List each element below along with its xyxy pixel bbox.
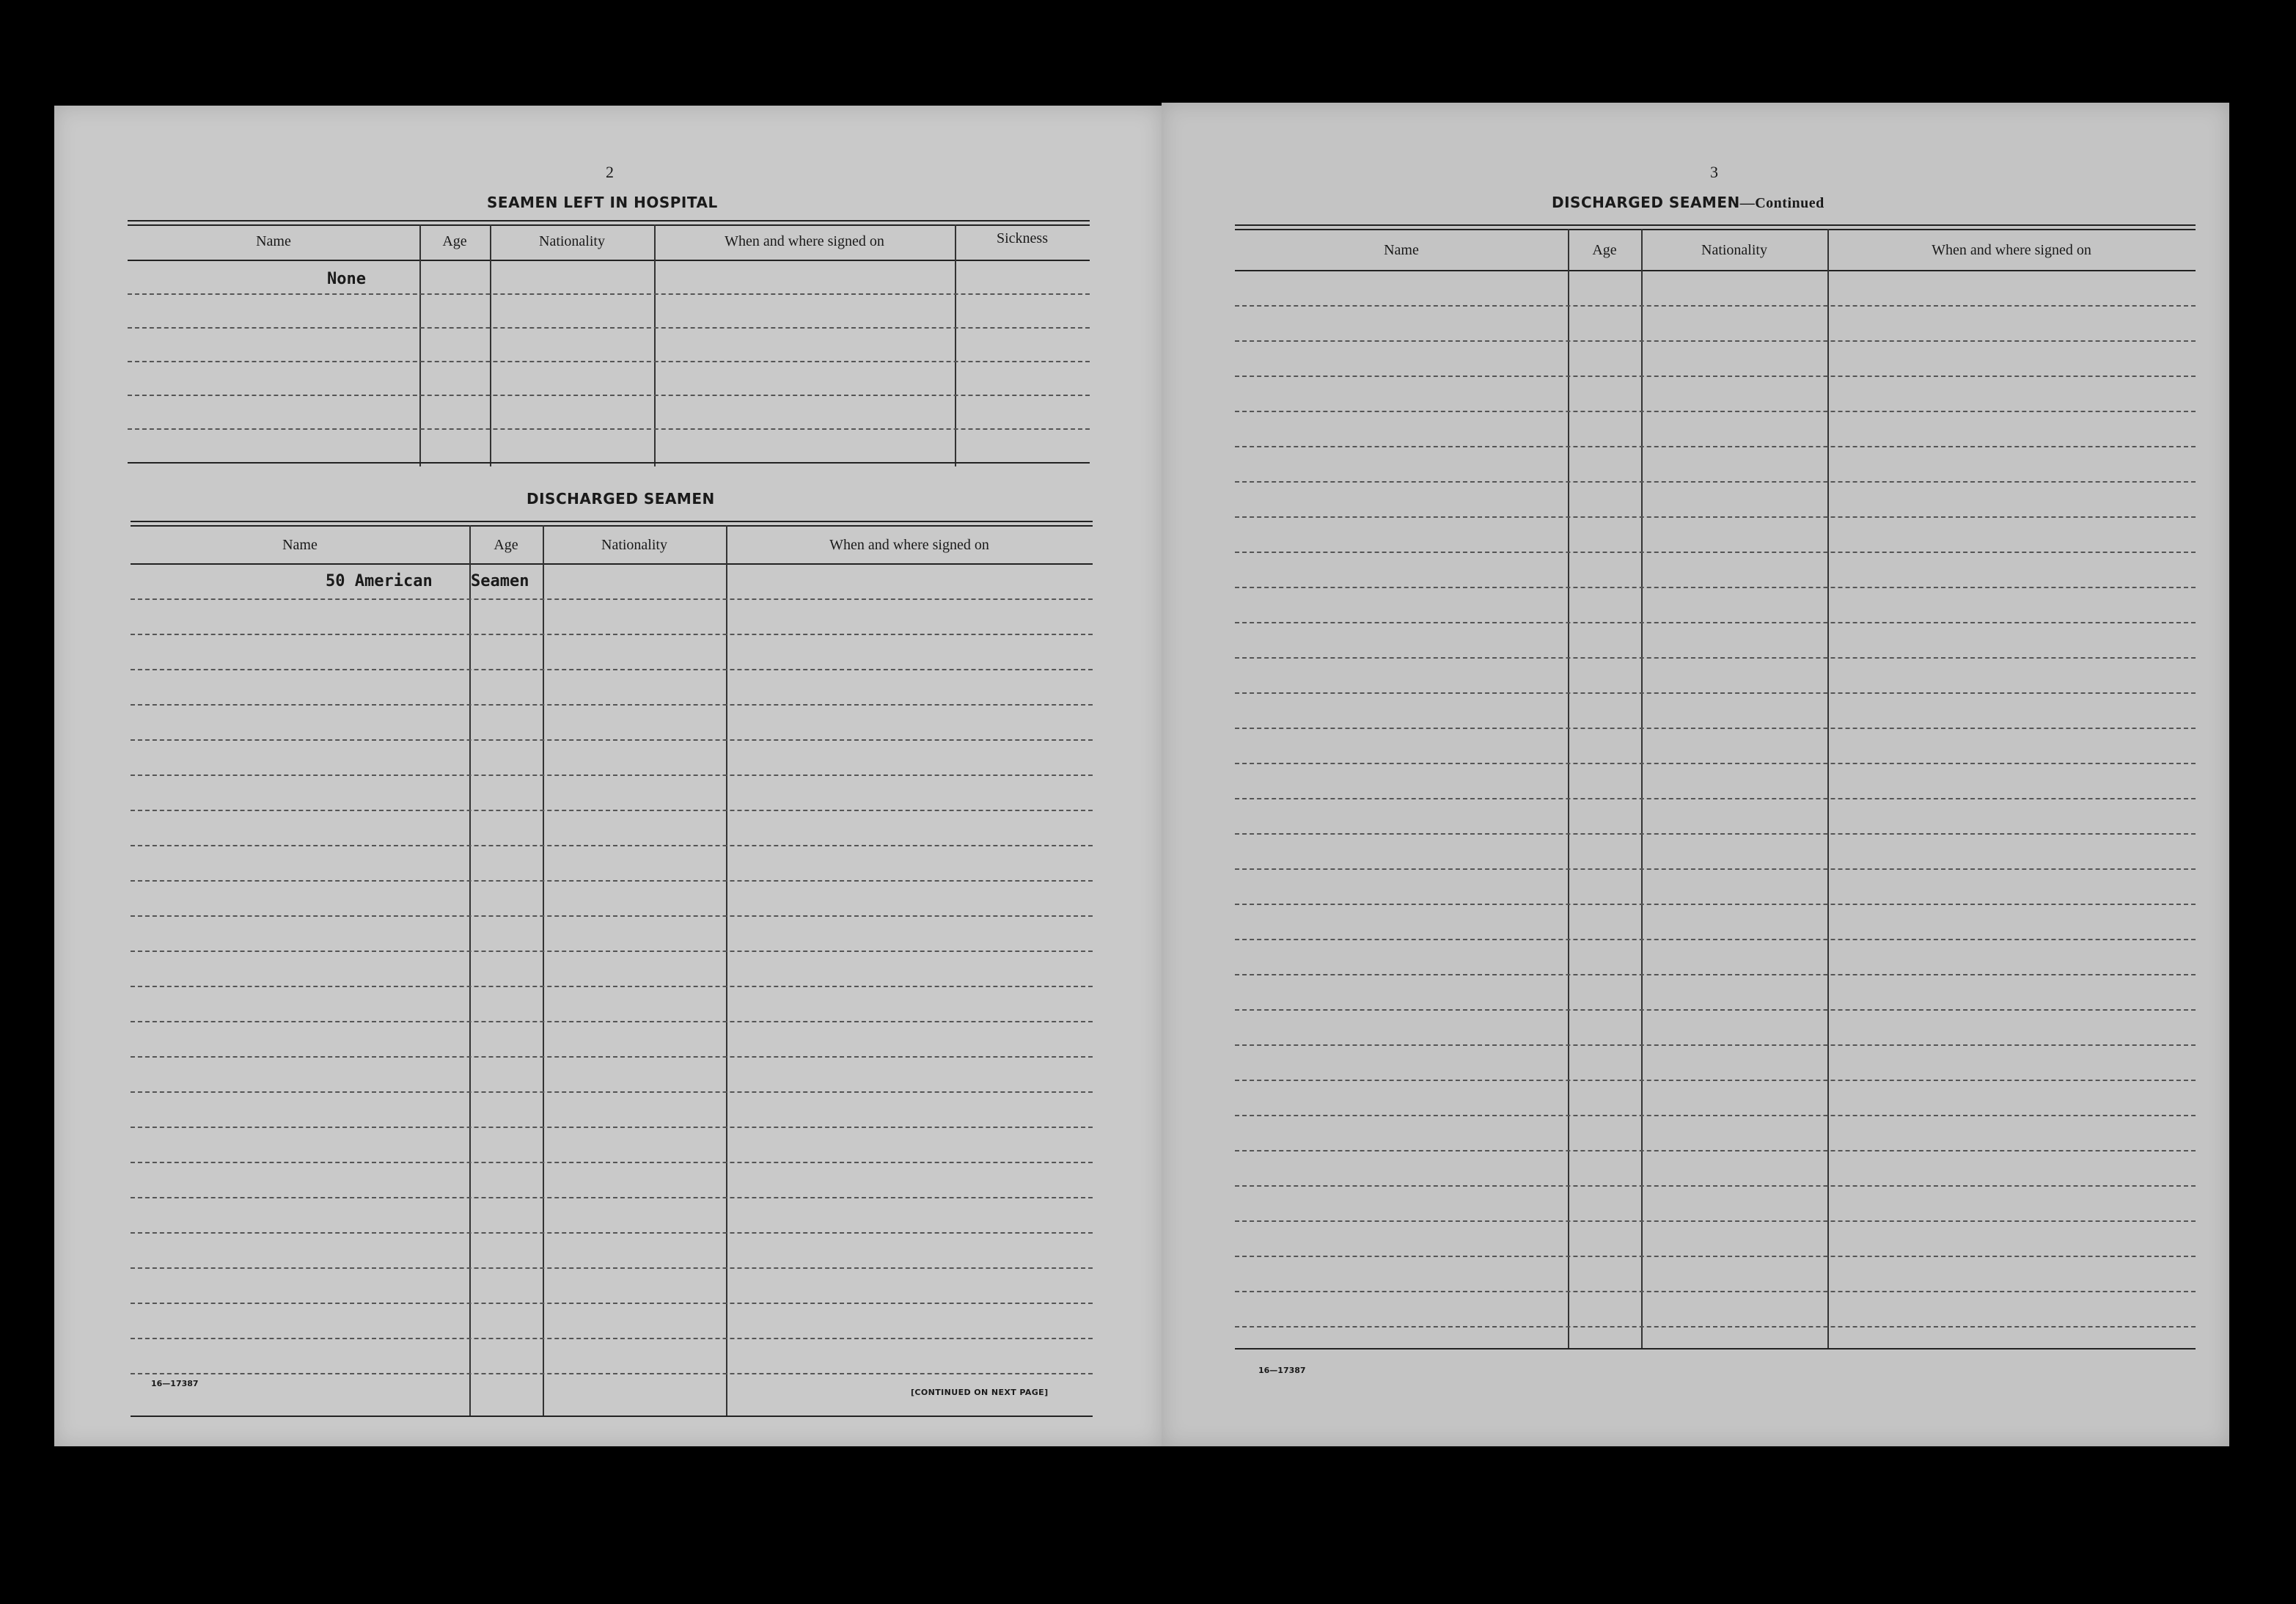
- column-header-name: Name: [256, 233, 291, 249]
- discharged-continued-table: [1235, 224, 2196, 1460]
- discharged-section-title: DISCHARGED SEAMEN: [527, 490, 715, 508]
- discharged-continued-title-main: DISCHARGED SEAMEN: [1552, 194, 1740, 211]
- column-header-age: Age: [494, 537, 518, 553]
- continued-note: [CONTINUED ON NEXT PAGE]: [911, 1388, 1049, 1397]
- discharged-continued-title: [1552, 194, 1824, 212]
- column-header-sickness: Sickness: [997, 230, 1048, 246]
- column-header-name: Name: [1384, 242, 1419, 258]
- column-header-signed-on: When and where signed on: [1932, 242, 2091, 258]
- column-header-signed-on: When and where signed on: [829, 537, 989, 553]
- hospital-section-title: SEAMEN LEFT IN HOSPITAL: [487, 194, 718, 211]
- right-page: [1162, 103, 2229, 1446]
- page-number: 3: [1710, 163, 1718, 181]
- form-code: 16—17387: [151, 1379, 199, 1388]
- discharged-table: [131, 521, 1093, 1419]
- column-header-age: Age: [1592, 242, 1617, 258]
- column-header-nationality: Nationality: [1701, 242, 1767, 258]
- form-code: 16—17387: [1258, 1366, 1306, 1375]
- page-number: 2: [606, 163, 614, 181]
- left-page: [54, 106, 1162, 1446]
- column-header-signed-on: When and where signed on: [725, 233, 884, 249]
- discharged-continued-title-suffix: —Continued: [1739, 195, 1824, 211]
- discharged-entry-name: 50 American: [326, 572, 433, 590]
- column-header-age: Age: [442, 233, 467, 249]
- column-header-name: Name: [282, 537, 318, 553]
- column-header-nationality: Nationality: [539, 233, 605, 249]
- discharged-entry-age: Seamen: [471, 572, 529, 590]
- hospital-table: [128, 220, 1090, 469]
- hospital-entry-name: None: [327, 270, 366, 288]
- column-header-nationality: Nationality: [601, 537, 667, 553]
